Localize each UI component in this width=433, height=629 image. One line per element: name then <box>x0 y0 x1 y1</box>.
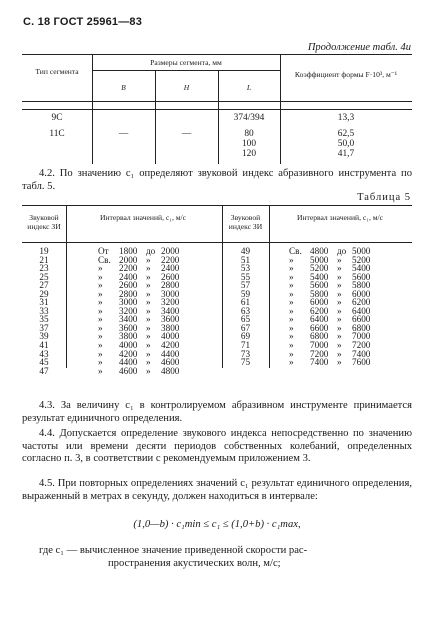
col-header-coef: Коэффициент формы F·10³, м⁻¹ <box>294 70 398 79</box>
paragraph-4-3: 4.3. За величину c₁ в контролируемом абразивном инструменте принимается результат единичного определения. <box>22 400 412 424</box>
col-header-index-left: Звуковой индекс ЗИ <box>27 213 61 231</box>
col-header-L: L <box>246 83 252 92</box>
col-header-type: Тип сегмента <box>35 67 79 76</box>
interval-to-right: 5000 5200 5400 5600 5800 6000 6200 6400 6600 6800 7000 7200 7400 7600 <box>352 246 371 368</box>
table-cell: 374/394 <box>233 113 265 123</box>
index-column-right: 49 51 53 55 57 59 61 63 65 67 69 71 73 75 <box>240 246 251 368</box>
table-cell: 13,3 <box>337 113 355 123</box>
col-header-index-right: Звуковой индекс ЗИ <box>228 213 263 231</box>
paragraph-4-2: 4.2. По значению c₁ определяют звуковой индекс абразивного инструмента по табл. 5. <box>22 168 412 192</box>
interval-prefix-right: Св. » » » » » » » » » » » » » <box>289 246 302 368</box>
col-header-sizes: Размеры сегмента, мм <box>150 58 222 67</box>
where-line-1: где c₁ — вычисленное значение приведенной скорости рас- <box>39 545 308 556</box>
table-cell: 80 100 120 <box>241 129 257 159</box>
page-header: С. 18 ГОСТ 25961—83 <box>23 16 143 28</box>
table-continuation-caption: Продолжение табл. 4и <box>307 42 411 53</box>
table-cell: 11С <box>49 129 65 139</box>
paragraph-4-4: 4.4. Допускается определение звукового индекса непосредственно по значению частоты или времени десяти периодов собственных колебаний, определенных согласно п. 3, в соответствии с рекомендуемым приложением 3. <box>22 428 412 465</box>
col-header-B: B <box>121 83 126 92</box>
index-column-left: 19 21 23 25 27 29 31 33 35 37 39 41 43 45 47 <box>39 246 49 376</box>
interval-do-left: до » » » » » » » » » » » » » » <box>146 246 156 376</box>
paragraph-4-5: 4.5. При повторных определениях значений c₁ результат единичного определения, выраженный в метрах в секунду, должен находиться в интервале: <box>22 478 412 502</box>
interval-from-right: 4800 5000 5200 5400 5600 5800 6000 6200 6400 6600 6800 7000 7200 7400 <box>310 246 329 368</box>
table-cell: — <box>118 129 129 139</box>
where-line-2: пространения акустических волн, м/с; <box>108 558 281 569</box>
table-cell: — <box>181 129 192 139</box>
interval-prefix-left: От Св. » » » » » » » » » » » » » <box>98 246 111 376</box>
interval-from-left: 1800 2000 2200 2400 2600 2800 3000 3200 3400 3600 3800 4000 4200 4400 4600 <box>119 246 138 376</box>
col-header-interval-right: Интервал значений, c₁, м/с <box>296 213 384 222</box>
table-cell: 62,5 50,0 41,7 <box>337 129 355 159</box>
interval-do-right: до » » » » » » » » » » » » » <box>337 246 347 368</box>
col-header-interval-left: Интервал значений, c₁, м/с <box>99 213 187 222</box>
col-header-H: H <box>183 83 190 92</box>
table-5-title: Таблица 5 <box>357 192 411 203</box>
table-cell: 9С <box>51 113 63 123</box>
interval-to-left: 2000 2200 2400 2600 2800 3000 3200 3400 3600 3800 4000 4200 4400 4600 4800 <box>161 246 180 376</box>
formula: (1,0—b) · c₁min ≤ c₁ ≤ (1,0+b) · c₁max, <box>133 519 301 530</box>
